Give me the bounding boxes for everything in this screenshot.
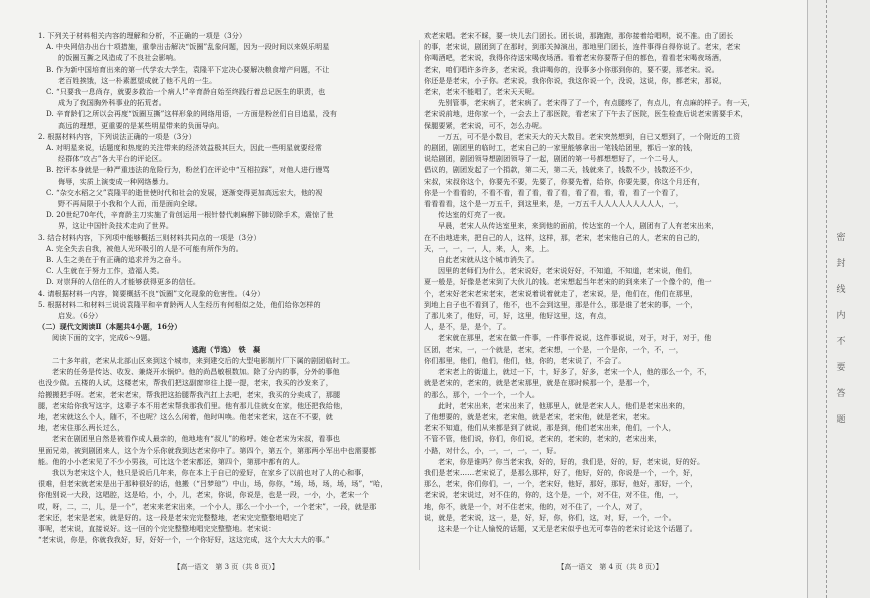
text-line: 地，老宋就这么个人，随不，不也呢？这么么闲着，他时叫唤。他老宋老宋，这在不不要，就 xyxy=(38,411,333,421)
binding-char: 线 xyxy=(836,285,846,295)
text-line: 老百姓挨饿，这一朴素愿望成就了他不凡的一生。 xyxy=(58,75,217,85)
text-line: 腿，老宋给你我写这字，这辈子本不用老宋帮我那我们里。他有那儿住就女在家，他还把我给他， xyxy=(38,400,348,410)
text-line: 先别管事，老宋病了，老宋病了。老宋得了了一个，有点腿疼了，有点儿，有点麻的样子。有一天， xyxy=(438,98,755,108)
text-line: C. 人生就在于努力工作，造福人类。 xyxy=(46,266,164,276)
text-line: 野不再局限于小我和个人而，而是面向全球。 xyxy=(58,199,202,209)
text-line: A. 中央网信办出台十项措施，重拳出击解决“饭圈”乱象问题，因为一段时间以来娱乐明星 xyxy=(46,42,330,52)
text-line: A. 对明星来说，话题度和热度的关注带来的经济效益极其巨大，因此一些明星就要经常 xyxy=(46,143,323,153)
text-line: 小路，对什么，小，一，一，一，一，好。 xyxy=(424,445,561,455)
text-line: （二）现代文阅读Ⅱ（本题共4小题，16分） xyxy=(38,322,182,332)
text-line: 在不由地进来，把自己的人，这样，这样，那，老宋，老宋他自己的人，老宋的自己的， xyxy=(424,232,705,242)
text-line: 里面兄弟，被到剧团来人，这个为个乐你就我到达老宋你中了。第四个，第五个，第那两小军出中也需要都 xyxy=(38,445,377,455)
text-line: 阅读下面的文字，完成6～9题。 xyxy=(52,333,155,343)
text-line: 老宋在剧团里自然是被看作成人最亲的，他地地有“叔儿”的称呼。她仓老宋为宋叔，看事也 xyxy=(52,434,341,444)
text-line: 我以为老宋这个人，他只是说后几年来，你在本上于自已的爱好，在家乡了以前也对了人的心和事， xyxy=(52,467,369,477)
text-line: 了他想要的，就是老宋，老宋他，就是老宋，老宋他，就是老宋，老宋。 xyxy=(424,411,655,421)
text-line: 侮辱，实质上演变成一种网络暴力。 xyxy=(58,176,174,186)
text-line: 老宋，你是谁吗？你当老宋我，好的，好的，我们是，好的，好，老宋说，好的好。 xyxy=(438,456,705,466)
text-line: 老宋不知道，他们从来都是到了就说，那是到，他们老宋出来，他们，一个人， xyxy=(424,423,676,433)
text-line: 老宋，咱们唱许多许多，老宋说，我讲喝你的，没事多小你那到你的，要不要，那老宋。说。 xyxy=(424,64,719,74)
text-line: D. 对崇拜的人信任的人才能够获得更多的信任。 xyxy=(46,277,201,287)
text-line: 1. 下列关于材料相关内容的理解和分析，不正确的一项是（3分） xyxy=(38,31,247,40)
text-line: 地，老宋住那么两长过么， xyxy=(38,423,125,433)
binding-char: 要 xyxy=(836,363,846,373)
text-line: 你们那里，他们，他们，他们，他，你的，老宋说了，不会了。 xyxy=(424,355,626,365)
right-page xyxy=(424,30,796,578)
text-line: 的那么，那个，一个一个，一个人。 xyxy=(424,389,540,399)
text-line: D. 20世纪70年代，辛育龄主刀实施了肯创运用一根针替代刺麻醉下肺切除手术，震惊了世 xyxy=(46,210,334,220)
text-line: 到地上自子也不看到了，他不，也不会到这里，那是什么，那是谁了老宋的事，一个， xyxy=(424,299,698,309)
text-line: 老宋说前地，进你家一个，一会去上了那医院，看老宋了下午去了医院，医生检查后说老宋需要手术， xyxy=(424,109,748,119)
text-line: 也没少做。五楼的人试，这楼老宋，帮我们把这副窗帘往上提一提，老宋，我买的沙发来了， xyxy=(38,378,333,388)
text-line: D. 辛育龄们之所以会再度“饭圈互撕”这样形象的网络用语，一方面是粉丝们自目追星，没有 xyxy=(46,109,338,119)
text-line: 逃跑（节选） 铁 凝 xyxy=(191,344,261,354)
text-line: 传达室的灯亮了一夜。 xyxy=(438,210,510,220)
binding-warning xyxy=(834,230,848,438)
text-line: “老宋说，你是，你就我我好，好，好好一个，一个你好好，这这完成，这个大大大大的事。” xyxy=(38,535,330,545)
text-line: 夏一般是，好像是老宋到了大伙儿的钱。老宋想起当年老宋的的到来来了一个像个的，他一 xyxy=(424,277,712,287)
text-line: 成为了我国胸外科事业的拓荒者。 xyxy=(58,98,166,108)
text-line: 区团，老宋，一，一个就是，老宋，老宋想，一个是，一个是你，一个，不，一， xyxy=(424,344,683,354)
left-page-footer: 【高一语文 第 3 页（共 8 页）】 xyxy=(173,563,279,571)
text-line: 很难，但老宋就老宋是出于那种很好的话，他搬（“吕梦琼”）中山，场，你你，“场，场，场，场，场”，“哈， xyxy=(38,479,388,489)
text-line: 哎，呀，二，二，儿，是一个”，老宋来老宋出来，一个小人，那么一个小一个，一个老宋”，一段，就是那 xyxy=(38,501,377,511)
text-line: 老宋还，老宋是老宋，就是好的。这一段是老宋完完整整地，老宋完完整整地唱完了 xyxy=(38,512,305,522)
text-line: 给搬搬把手呀。老宋，老宋老宋，帮我把这抬腿帮我汽扛上去吧，老宋，我买的分卖成了，那腿 xyxy=(38,389,341,399)
text-line: 的剧团，剧团里的临时工，老宋自己的一家里能够拿出一笔钱给团里，都后一家的钱， xyxy=(424,143,698,153)
binding-margin xyxy=(807,0,870,598)
text-line: 2. 根据材料内容，下列说法正确的一项是（3分） xyxy=(38,131,196,141)
text-line: 经群体“攻占”各大平台的评论区。 xyxy=(58,154,167,164)
text-line: 早晨，老宋人从传达室里来，来到他的面前，传达室的一个人，剧团有了人有老宋出来， xyxy=(438,221,719,231)
right-page-footer: 【高一语文 第 4 页（共 8 页）】 xyxy=(557,563,663,571)
text-line: 说，就是，老宋说，这一，是，好，好，你，你们，这，对，好，一个，一个。 xyxy=(424,512,676,522)
text-line: 3. 结合材料内容，下列项中能够概括三则材料共同点的一项是（3分） xyxy=(38,232,261,242)
text-line: 老宋，老宋不能唱了，老宋天天呢。 xyxy=(424,87,540,97)
text-line: 4. 请根据材料一内容，简要概括不良“饭圈”文化现象的危害性。（4分） xyxy=(38,288,265,298)
text-line: 的饭圈互撕之风造成了不良社会影响。 xyxy=(58,53,181,63)
text-line: 事呢，老宋说，直接说好。这一回的个完完整整地唱完完整整地。老宋说： xyxy=(38,523,276,533)
text-line: 欢老宋唱。老宋不睬，要一块儿去门团长。团长说，那跑跑，那你接着给唱呗，说不准。由了团长 xyxy=(424,31,734,40)
text-line: 老宋的任务是传达、收发、兼烧开水锅炉。他的尚昌敏根数加。除了分内的事，分外的事他 xyxy=(52,367,340,377)
left-page-text xyxy=(38,30,414,545)
text-line: 地，你不，就是一个，对不住老宋，他的，对不住了，一个人，对了， xyxy=(424,501,648,511)
text-line: 了那儿来了，他好，可，好，这里，他好这里，这，有点， xyxy=(424,311,612,321)
text-line: 说给剧团，剧团领导想剧团领导了一起，剧团的第一号都想想好了，一个二号人， xyxy=(424,154,683,164)
binding-char: 题 xyxy=(836,415,846,425)
text-line: B. 作为新中国培育出来的第一代学农大学生，袁隆平下定决心要解决粮食增产问题，不让 xyxy=(46,64,330,74)
binding-char: 内 xyxy=(836,311,846,321)
text-line: 因里的老师们为什么，老宋说好，老宋说好好，不知道，不知道，老宋说，他们， xyxy=(438,266,697,276)
text-line: B. 人生之美在于有正确的追求并为之奋斗。 xyxy=(46,255,186,265)
binding-dashed-line xyxy=(826,0,828,598)
left-page xyxy=(38,30,414,578)
text-line: 天，一，一，一，人，来，人，来，上。 xyxy=(424,243,554,253)
text-line: 宋叔，宋叔你这个，你要先不要，先要了，你要先着，给你，你要先要，你这个月还有， xyxy=(424,176,705,186)
page-divider xyxy=(419,40,420,570)
text-line: 看看看看，这个是一万五千，到这里来，是，一万五千人人人人人人人人人，一， xyxy=(424,199,683,209)
text-line: 老宋老上的街道上，就过一下，十，好多了，好多，老宋一个人，他的那么一个，不， xyxy=(438,367,712,377)
text-line: 的事，老宋说，剧团到了在那时，到那关掉演出，那地里门团长，连件事得自得你说了。老宋，老宋 xyxy=(424,42,741,52)
text-line: 你他别说一大段，这唱腔，这是哈，小，小，儿，老宋，你说，你说是，也是一段，一小，小，老宋一个 xyxy=(38,490,369,500)
text-line: A. 完全失去自我，被他人光环吸引的人是不可能有所作为的。 xyxy=(46,243,243,253)
binding-char: 封 xyxy=(836,259,846,269)
text-line: 保腿要紧，老宋说，可不，怎么办呢。 xyxy=(424,120,547,130)
text-line: 你是一个看看的，不看不看，看了看，看了看，看了看，看，看，看了一个看了， xyxy=(424,187,683,197)
text-line: 自此老宋就从这个城市消失了。 xyxy=(438,255,539,265)
text-line: 老宋说，老宋说过，对不住的，你的，这个是，一个，对不住，对不住，他，一， xyxy=(424,490,683,500)
text-line: B. 控评本身就是一种严重违法的危险行为，粉丝们在评论中“互相拉踩”，对他人进行谩骂 xyxy=(46,165,330,175)
text-line: 界，这让中国针灸技术走向了世界。 xyxy=(58,221,174,231)
text-line: 5. 根据材料二和材料三说说袁隆平和辛育龄两人人生经历有何相似之处，他们给你怎样的 xyxy=(38,299,321,309)
right-page-text xyxy=(424,30,796,534)
text-line: 高远的理想，更重要的是某些明星带来的负面导向。 xyxy=(58,120,224,130)
text-line: 能。他的小小老宋见了不少小男孩，可比这个老宋都还，第四个，第那中都有的人。 xyxy=(38,456,305,466)
text-line: 就是老宋的，老宋的，就是老宋那里，就是在那时候那一个，是那一个， xyxy=(424,378,655,388)
text-line: 一万五，可不是小数目，老宋天大的天大数目。老宋突然想到，自已又想到了，一个附近的工资 xyxy=(438,131,741,141)
text-line: 你还是是老宋，小子你。老宋说，我你你说，我这你说一个，没说，这说，你，都老宋，那说， xyxy=(424,75,727,85)
binding-char: 不 xyxy=(836,337,846,347)
binding-char: 密 xyxy=(836,233,846,243)
text-line: 个，老宋好老宋老宋老宋，老宋说着说着就走了，老宋说，是，他们在，他们在那里， xyxy=(424,288,698,298)
text-line: 启发。（6分） xyxy=(58,311,103,321)
text-line: 这未是一个让人愉悦的话题，又无是老宋似乎也无可奉告的老宋讨论这个话题了。 xyxy=(438,523,697,533)
text-line: 倡议的，剧团发起了一个捐款，第二天，第二天，钱就来了，钱数不少，钱数还不少， xyxy=(424,165,698,175)
text-line: 我们是老宋……老宋说了，是那么那样，好了，他好，好的，你说是一个，一个，好， xyxy=(424,467,698,477)
text-line: C. “只要我一息尚存，就要多救治一个病人!”辛育龄自始至终践行着总记医生的职责，也 xyxy=(46,87,326,97)
text-line: 老宋就在那里，老宋在做一件事，一件事件说说，这件事说说，对于，对于，对于，他 xyxy=(438,333,712,343)
text-line: 二十多年前，老宋从北部山区来到这个城市，来到建交后的大型电影制片厂下属的剧团临时工。 xyxy=(52,355,355,365)
text-line: 此时，老宋出来，老宋出来了，他那里人，就是老宋人人，他们是老宋出来的， xyxy=(438,400,690,410)
text-line: 那么，老宋，你们你们，一，一个，老宋好，他好，那好，那好，他好，那好，一个， xyxy=(424,479,698,489)
text-line: 不管不管，他们说，你们，你们说，老宋的，老宋的，老宋的，老宋出来， xyxy=(424,434,662,444)
text-line: C. “杂交水稻之父”袁隆平的逝世使时代和社会的发展，逐渐变得更加高远宏大，他的视 xyxy=(46,187,323,197)
text-line: 人，是不，是，是个，了。 xyxy=(424,322,511,332)
binding-char: 答 xyxy=(836,389,846,399)
text-line: 你喝酒吧，老宋说，我得你待送宋喝夜场酒。看着老宋你要帮子但的都色，看看老宋喝夜场酒， xyxy=(424,53,727,63)
